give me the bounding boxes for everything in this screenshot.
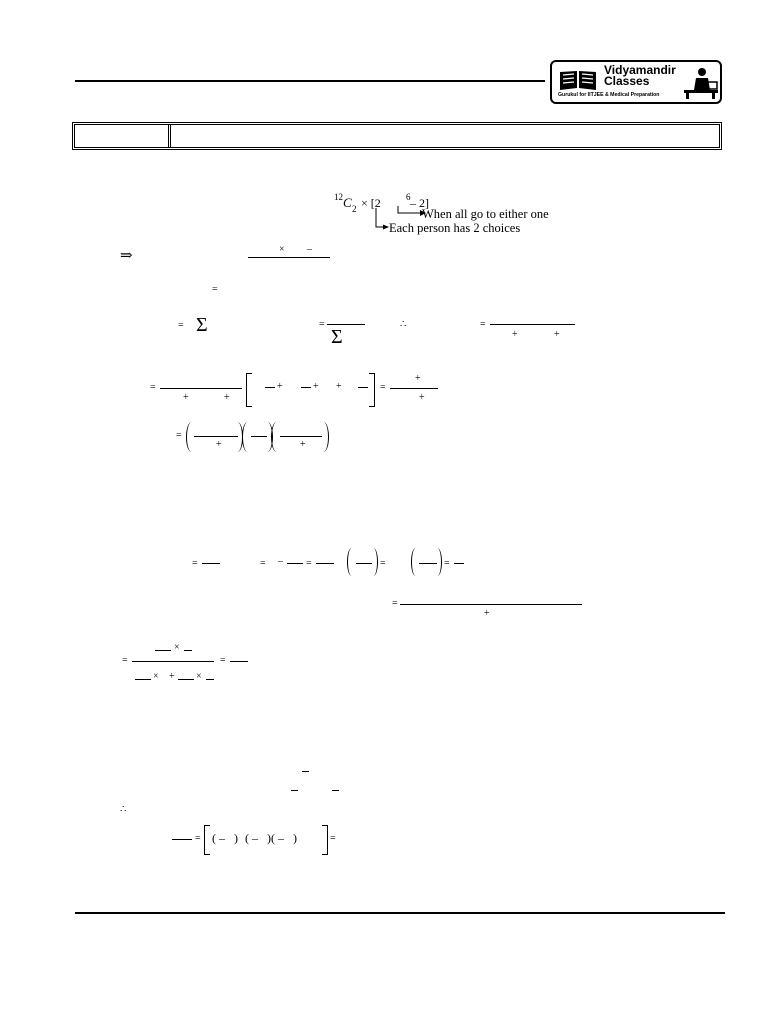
student-at-desk-icon: [682, 66, 720, 100]
footer-rule: [75, 912, 725, 914]
times-sign: ×: [279, 244, 285, 255]
left-bracket: [246, 373, 252, 407]
plus-sign: +: [554, 329, 560, 340]
fraction-bar: [358, 387, 368, 388]
minus-sign: –: [252, 831, 258, 845]
implies-symbol: ⇒: [120, 248, 133, 264]
topic-header-box: [72, 122, 722, 150]
fraction-bar: [184, 650, 192, 651]
fraction-bar: [155, 650, 171, 651]
right-bracket: [369, 373, 375, 407]
fraction-bar: [287, 563, 303, 564]
fraction-bar: [454, 563, 464, 564]
sigma-symbol: Σ: [331, 326, 343, 348]
topic-header-divider: [168, 125, 171, 147]
book-icon: [558, 68, 598, 92]
equals-sign: =: [122, 655, 128, 666]
fraction-bar: [248, 257, 330, 258]
equals-sign: =: [380, 558, 386, 569]
minus-sign: –: [307, 244, 312, 255]
equals-sign: =: [192, 558, 198, 569]
fraction-bar: [202, 563, 220, 564]
paren-group: [212, 832, 297, 844]
therefore-symbol: ∴: [120, 804, 127, 815]
fraction-bar: [132, 661, 214, 662]
equals-sign: =: [195, 833, 201, 844]
left-paren: [347, 548, 356, 576]
left-paren: [271, 422, 282, 452]
plus-sign: +: [224, 392, 230, 403]
plus-sign: +: [300, 439, 306, 450]
equals-sign: =: [306, 558, 312, 569]
left-paren: [242, 422, 253, 452]
plus-sign: +: [183, 392, 189, 403]
equals-sign: =: [260, 558, 266, 569]
plus-sign: +: [336, 381, 342, 392]
header-rule: [75, 80, 545, 82]
logo: [550, 60, 722, 104]
minus-sign: –: [278, 831, 284, 845]
fraction-bar: [172, 839, 192, 840]
minus-two-bracket: – 2]: [410, 196, 429, 210]
equals-sign: =: [150, 382, 156, 393]
fraction-bar: [230, 661, 248, 662]
fraction-bar: [327, 324, 365, 325]
equals-sign: =: [319, 319, 325, 330]
fraction-bar: [291, 790, 298, 791]
times-sign: ×: [153, 671, 159, 682]
plus-sign: +: [277, 381, 283, 392]
equals-sign: =: [392, 598, 398, 609]
left-bracket: [204, 825, 210, 855]
c-symbol: C: [343, 195, 352, 210]
fraction-bar: [280, 436, 322, 437]
fraction-bar: [160, 388, 242, 389]
fraction-bar: [302, 771, 309, 772]
fraction-bar: [400, 604, 582, 605]
plus-sign: +: [216, 439, 222, 450]
times-sign: ×: [174, 642, 180, 653]
equals-sign: =: [212, 284, 218, 295]
fraction-bar: [301, 387, 311, 388]
equals-sign: =: [380, 382, 386, 393]
plus-sign: +: [484, 608, 490, 619]
logo-title: [604, 65, 676, 87]
fraction-bar: [390, 388, 438, 389]
note-each-person-two-choices: Each person has 2 choices: [389, 221, 521, 235]
logo-title-line2: Classes: [604, 74, 650, 88]
minus-sign: –: [219, 831, 225, 845]
open-paren: (: [212, 831, 216, 845]
note-all-go-to-either-one: When all go to either one: [422, 207, 549, 221]
plus-sign: +: [313, 381, 319, 392]
plus-sign: +: [415, 373, 421, 384]
equals-sign: =: [178, 320, 184, 331]
equals-sign: =: [220, 655, 226, 666]
fraction-bar: [135, 679, 151, 680]
logo-tagline: Gurukul for IITJEE & Medical Preparation: [558, 92, 660, 98]
fraction-bar: [265, 387, 275, 388]
right-paren: [369, 548, 378, 576]
fraction-bar: [490, 324, 575, 325]
close-paren: ): [234, 831, 238, 845]
close-paren: ): [293, 831, 297, 845]
plus-sign: +: [169, 671, 175, 682]
superscript-6: 6: [406, 192, 411, 202]
equals-sign: =: [444, 558, 450, 569]
fraction-bar: [316, 563, 334, 564]
right-bracket: [322, 825, 328, 855]
left-paren: [411, 548, 420, 576]
logo-title-line1: Vidyamandir: [604, 63, 676, 77]
close-paren: )(: [267, 831, 275, 845]
times-sign: ×: [196, 671, 202, 682]
superscript-12: 12: [334, 192, 343, 202]
equals-sign: =: [480, 319, 486, 330]
fraction-bar: [206, 679, 214, 680]
minus-sign: –: [278, 556, 283, 567]
equals-sign: =: [176, 430, 182, 441]
therefore-symbol: ∴: [400, 319, 407, 330]
plus-sign: +: [419, 392, 425, 403]
sigma-symbol: Σ: [196, 314, 208, 336]
subscript-2: 2: [352, 204, 357, 214]
times-bracket: × [2: [361, 196, 381, 210]
plus-sign: +: [512, 329, 518, 340]
right-paren: [318, 422, 329, 452]
right-paren: [433, 548, 442, 576]
fraction-bar: [178, 679, 194, 680]
left-paren: [186, 422, 197, 452]
fraction-bar: [332, 790, 339, 791]
equals-sign: =: [330, 833, 336, 844]
open-paren: (: [245, 831, 249, 845]
